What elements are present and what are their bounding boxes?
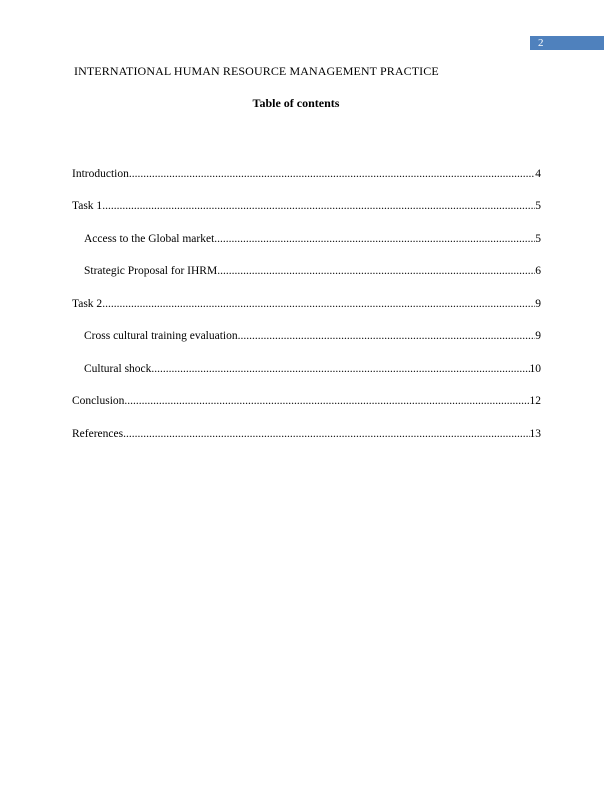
toc-entry-label: Strategic Proposal for IHRM [84, 265, 218, 277]
running-header: INTERNATIONAL HUMAN RESOURCE MANAGEMENT PRACTICE [74, 64, 439, 78]
toc-dot-leader [129, 167, 535, 181]
toc-entry-introduction[interactable] [72, 167, 541, 181]
toc-entry-page: 4 [535, 168, 541, 180]
toc-entry-access-global-market[interactable] [84, 232, 541, 246]
toc-entry-label: Access to the Global market [84, 233, 215, 245]
toc-dot-leader [217, 264, 535, 278]
toc-entry-label: Conclusion [72, 395, 125, 407]
toc-entry-task-2[interactable] [72, 297, 541, 311]
toc-entry-label: Cultural shock [84, 363, 152, 375]
toc-dot-leader [102, 297, 535, 311]
toc-dot-leader [124, 394, 529, 408]
toc-entry-label: Task 1 [72, 200, 103, 212]
toc-dot-leader [123, 427, 529, 441]
toc-entry-label: Task 2 [72, 298, 103, 310]
toc-entry-page: 6 [535, 265, 541, 277]
toc-entry-references[interactable] [72, 427, 541, 441]
page-number-badge [530, 36, 604, 50]
toc-entry-conclusion[interactable] [72, 394, 541, 408]
toc-entry-page: 13 [529, 428, 541, 440]
toc-entry-page: 5 [535, 233, 541, 245]
toc-dot-leader [214, 232, 535, 246]
toc-entry-page: 12 [529, 395, 541, 407]
toc-entry-page: 9 [535, 298, 541, 310]
toc-entry-page: 10 [529, 363, 541, 375]
toc-entry-label: Introduction [72, 168, 129, 180]
toc-entry-label: References [72, 428, 124, 440]
toc-entry-label: Cross cultural training evaluation [84, 330, 238, 342]
toc-title: Table of contents [252, 96, 340, 110]
toc-dot-leader [151, 362, 529, 376]
toc-dot-leader [238, 329, 536, 343]
page-number: 2 [538, 37, 544, 49]
toc-entry-page: 5 [535, 200, 541, 212]
toc-entry-task-1[interactable] [72, 199, 541, 213]
toc-dot-leader [102, 199, 535, 213]
toc-entry-cultural-shock[interactable] [84, 362, 541, 376]
toc-entry-page: 9 [535, 330, 541, 342]
toc-entry-cross-cultural-training[interactable] [84, 329, 541, 343]
toc-entry-strategic-proposal[interactable] [84, 264, 541, 278]
